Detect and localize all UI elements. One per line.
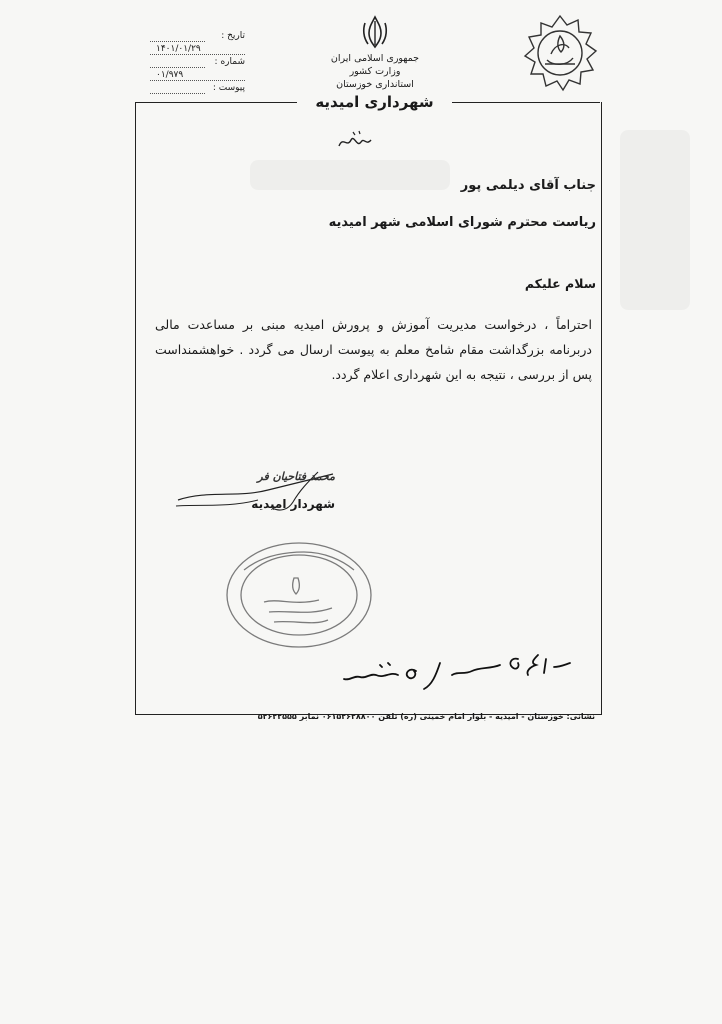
ministry-text: وزارت کشور — [349, 66, 401, 77]
date-line — [150, 41, 205, 42]
number-value: ۰۱/۹۷۹ — [156, 70, 184, 80]
republic-text: جمهوری اسلامی ایران — [330, 53, 420, 64]
date-value-row — [150, 43, 245, 56]
date-value-line — [150, 54, 245, 55]
frame-top-left — [135, 102, 297, 103]
letter-meta — [150, 30, 245, 95]
municipality-logo-icon — [521, 14, 599, 92]
date-row — [150, 30, 245, 43]
date-label: تاریخ : — [221, 31, 245, 41]
organization-title: شهرداری امیدیه — [315, 93, 434, 111]
handwritten-amount — [340, 645, 580, 700]
handwritten-note — [335, 128, 375, 154]
scan-noise — [620, 130, 690, 310]
signer-name: محمد فتاحیان فر — [257, 470, 335, 483]
greeting: سلام علیکم — [524, 276, 596, 291]
addressee-title: ریاست محترم شورای اسلامی شهر امیدیه — [328, 215, 596, 230]
number-label: شماره : — [214, 57, 245, 67]
letter-body: احتراماً ، درخواست مدیریت آموزش و پرورش امیدیه مبنی بر مساعدت مالی دربرنامه بزرگداشت مقام شامخ معلم به پیوست ارسال می گردد . خواهشمنداست پس از بررسی ، نتیجه به این شهرداری اعلام گردد. — [155, 317, 592, 382]
attachment-line — [150, 93, 205, 94]
signature-scribble — [168, 460, 338, 520]
attachment-label: پیوست : — [212, 83, 245, 93]
frame-top-right — [452, 102, 600, 103]
attachment-row — [150, 82, 245, 95]
number-value-line — [150, 80, 245, 81]
number-value-row — [150, 69, 245, 82]
official-stamp-seal — [224, 540, 374, 650]
government-header — [300, 52, 450, 91]
signer-title: شهردار امیدیه — [251, 497, 335, 511]
governorate-text: استانداری خوزستان — [336, 79, 414, 90]
number-line — [150, 67, 205, 68]
number-row — [150, 56, 245, 69]
date-value: ۱۴۰۱/۰۱/۲۹ — [156, 44, 201, 54]
addressee-name: جناب آقای دیلمی پور — [460, 178, 596, 193]
footer-address: نشانی: خوزستان - امیدیه - بلوار امام خمینی (ره) تلفن ۰۶۱۵۲۶۲۸۸۰۰ نمابر ۵۲۶۲۲۵۵۵ — [257, 712, 595, 721]
iran-emblem-icon — [361, 15, 389, 49]
